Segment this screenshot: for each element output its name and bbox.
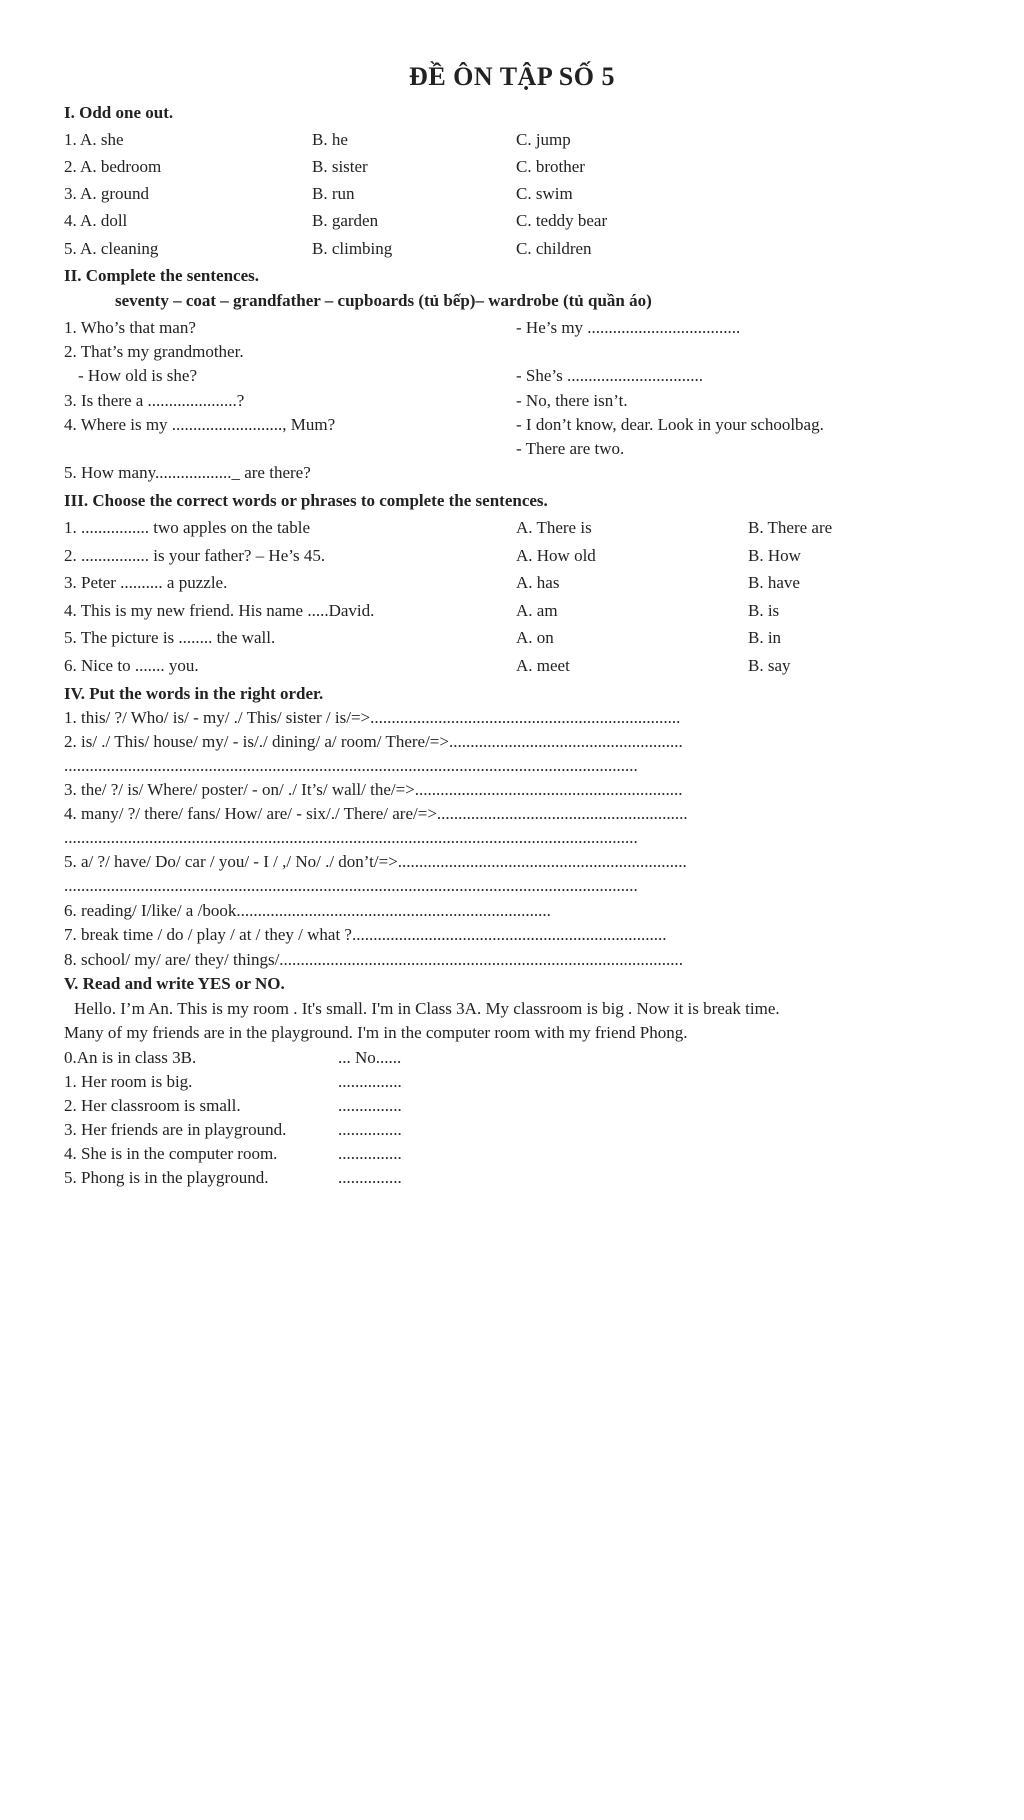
order-line-4: 4. many/ ?/ there/ fans/ How/ are/ - six/./ There/ are/=>...........................................................: [64, 804, 688, 823]
word-bank: seventy – coat – grandfather – cupboards (tủ bếp)– wardrobe (tủ quần áo): [115, 291, 652, 310]
complete-a3: - No, there isn’t.: [516, 391, 628, 410]
reading-passage-line-1: Hello. I’m An. This is my room . It's small. I'm in Class 3A. My classroom is big . Now it is break time.: [74, 999, 780, 1018]
yes-no-a1: ...............: [338, 1072, 402, 1091]
complete-a4-followup: - There are two.: [516, 439, 625, 458]
yes-no-q2: 2. Her classroom is small.: [64, 1096, 241, 1115]
complete-q5: 5. How many.................._ are there?: [64, 463, 311, 482]
complete-a4: - I don’t know, dear. Look in your schoolbag.: [516, 415, 824, 434]
order-line-5: 5. a/ ?/ have/ Do/ car / you/ - I / ,/ No/ ./ don’t/=>....................................................................: [64, 852, 687, 871]
odd-q2-b: B. sister: [312, 157, 368, 176]
yes-no-a0: ... No......: [338, 1048, 402, 1067]
section-3-heading: III. Choose the correct words or phrases to complete the sentences.: [64, 491, 548, 510]
order-line-2: 2. is/ ./ This/ house/ my/ - is/./ dining/ a/ room/ There/=>.......................................................: [64, 732, 683, 751]
odd-q3-c: C. swim: [516, 184, 573, 203]
order-line-7: 7. break time / do / play / at / they / what ?..........................................................................: [64, 925, 667, 944]
odd-q3-a: 3. A. ground: [64, 184, 149, 203]
complete-q4: 4. Where is my .........................., Mum?: [64, 415, 336, 434]
choose-q1-option-b: B. There are: [748, 518, 833, 537]
choose-q1-option-a: A. There is: [516, 518, 592, 537]
order-answer-line: .......................................................................................................................................: [64, 828, 638, 847]
choose-q3-option-a: A. has: [516, 573, 560, 592]
complete-a1: - He’s my ....................................: [516, 318, 741, 337]
reading-passage-line-2: Many of my friends are in the playground. I'm in the computer room with my friend Phong.: [64, 1023, 688, 1042]
section-4-heading: IV. Put the words in the right order.: [64, 684, 324, 703]
choose-q2: 2. ................ is your father? – He’s 45.: [64, 546, 326, 565]
yes-no-a3: ...............: [338, 1120, 402, 1139]
choose-q2-option-a: A. How old: [516, 546, 596, 565]
section-1-heading: I. Odd one out.: [64, 103, 174, 122]
yes-no-q0: 0.An is in class 3B.: [64, 1048, 197, 1067]
order-line-8: 8. school/ my/ are/ they/ things/...............................................................................................: [64, 950, 684, 969]
choose-q6: 6. Nice to ....... you.: [64, 656, 199, 675]
choose-q1: 1. ................ two apples on the table: [64, 518, 310, 537]
choose-q6-option-a: A. meet: [516, 656, 570, 675]
odd-q5-b: B. climbing: [312, 239, 393, 258]
odd-q4-a: 4. A. doll: [64, 211, 128, 230]
odd-q4-c: C. teddy bear: [516, 211, 608, 230]
order-line-6: 6. reading/ I/like/ a /book..........................................................................: [64, 901, 551, 920]
choose-q5-option-b: B. in: [748, 628, 782, 647]
choose-q4-option-a: A. am: [516, 601, 558, 620]
odd-q1-b: B. he: [312, 130, 348, 149]
complete-q2-followup: - How old is she?: [78, 366, 197, 385]
yes-no-q4: 4. She is in the computer room.: [64, 1144, 278, 1163]
page-title: ĐỀ ÔN TẬP SỐ 5: [409, 62, 615, 91]
order-answer-line: .......................................................................................................................................: [64, 876, 638, 895]
choose-q4-option-b: B. is: [748, 601, 780, 620]
odd-q5-c: C. children: [516, 239, 592, 258]
choose-q6-option-b: B. say: [748, 656, 791, 675]
odd-q4-b: B. garden: [312, 211, 379, 230]
complete-q1: 1. Who’s that man?: [64, 318, 196, 337]
choose-q5: 5. The picture is ........ the wall.: [64, 628, 276, 647]
choose-q5-option-a: A. on: [516, 628, 554, 647]
yes-no-q1: 1. Her room is big.: [64, 1072, 193, 1091]
yes-no-a2: ...............: [338, 1096, 402, 1115]
odd-q1-a: 1. A. she: [64, 130, 124, 149]
order-answer-line: .......................................................................................................................................: [64, 756, 638, 775]
choose-q3: 3. Peter .......... a puzzle.: [64, 573, 228, 592]
order-line-3: 3. the/ ?/ is/ Where/ poster/ - on/ ./ It’s/ wall/ the/=>...............................................................: [64, 780, 683, 799]
complete-q3: 3. Is there a .....................?: [64, 391, 245, 410]
complete-a2: - She’s ................................: [516, 366, 703, 385]
choose-q3-option-b: B. have: [748, 573, 800, 592]
yes-no-q3: 3. Her friends are in playground.: [64, 1120, 287, 1139]
odd-q5-a: 5. A. cleaning: [64, 239, 159, 258]
odd-q1-c: C. jump: [516, 130, 571, 149]
section-5-heading: V. Read and write YES or NO.: [64, 974, 285, 993]
yes-no-a5: ...............: [338, 1168, 402, 1187]
complete-q2: 2. That’s my grandmother.: [64, 342, 244, 361]
yes-no-q5: 5. Phong is in the playground.: [64, 1168, 269, 1187]
choose-q2-option-b: B. How: [748, 546, 801, 565]
odd-q3-b: B. run: [312, 184, 355, 203]
section-2-heading: II. Complete the sentences.: [64, 266, 259, 285]
odd-q2-a: 2. A. bedroom: [64, 157, 162, 176]
choose-q4: 4. This is my new friend. His name .....David.: [64, 601, 375, 620]
odd-q2-c: C. brother: [516, 157, 585, 176]
yes-no-a4: ...............: [338, 1144, 402, 1163]
order-line-1: 1. this/ ?/ Who/ is/ - my/ ./ This/ sister / is/=>.........................................................................: [64, 708, 681, 727]
